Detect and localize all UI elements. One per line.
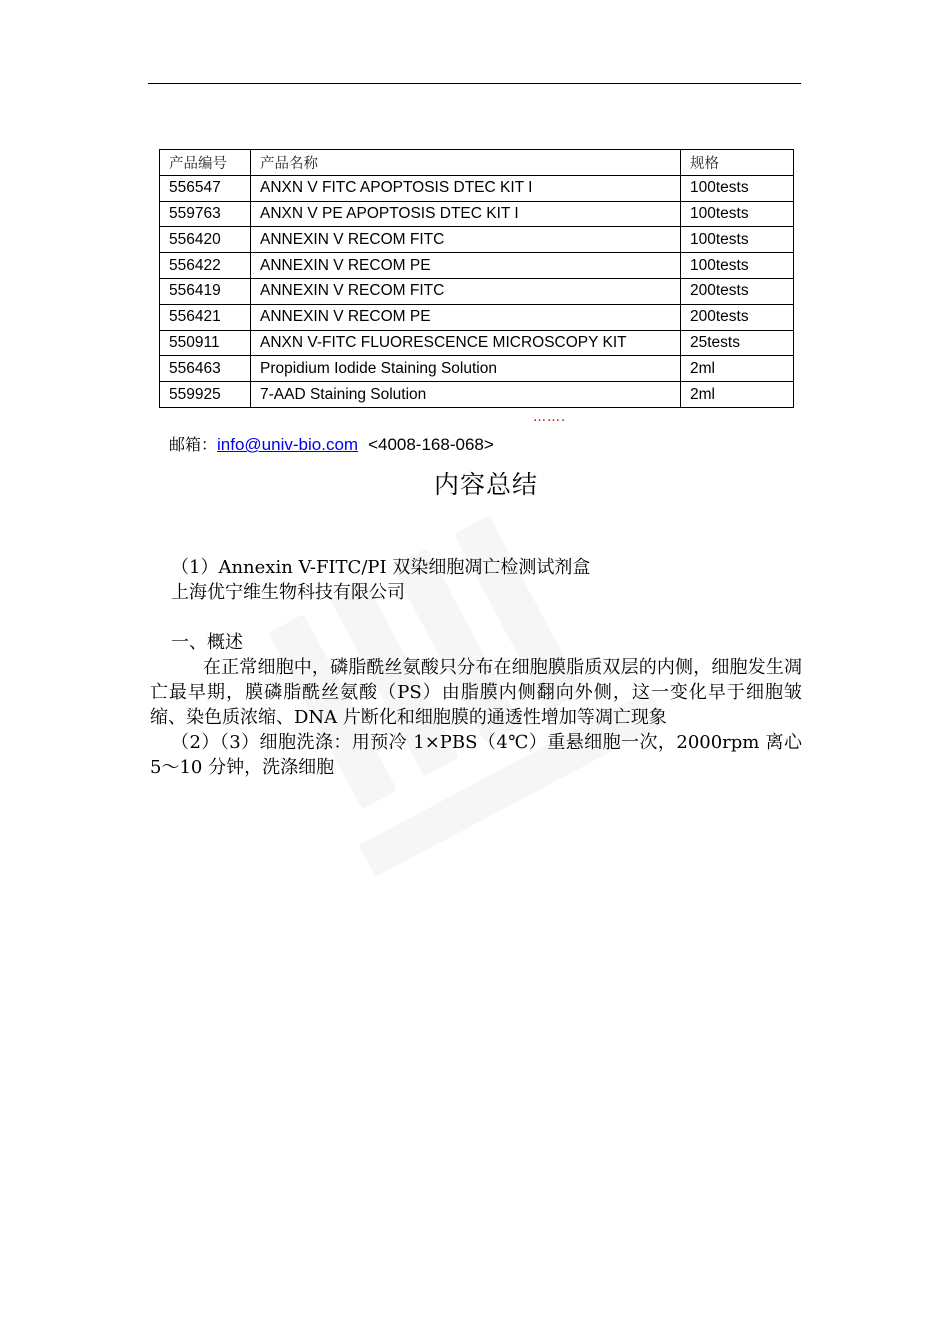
cell-spec: 200tests	[681, 278, 794, 304]
email-label: 邮箱：	[169, 435, 218, 454]
cell-product-id: 556547	[160, 175, 251, 201]
cell-product-name: ANXN V PE APOPTOSIS DTEC KIT I	[251, 201, 681, 227]
cell-product-id: 550911	[160, 330, 251, 356]
cell-product-id: 556419	[160, 278, 251, 304]
cell-spec: 2ml	[681, 382, 794, 408]
company-name: 上海优宁维生物科技有限公司	[171, 582, 405, 603]
cell-product-name: ANNEXIN V RECOM FITC	[251, 227, 681, 253]
washing-step-paragraph: （2）（3）细胞洗涤：用预冷 1×PBS（4℃）重悬细胞一次，2000rpm 离心 5～10 分钟，洗涤细胞	[150, 732, 802, 778]
header-product-id: 产品编号	[160, 150, 251, 176]
header-rule	[148, 83, 801, 84]
cell-product-id: 559763	[160, 201, 251, 227]
table-header-row	[160, 150, 794, 176]
cell-spec: 100tests	[681, 227, 794, 253]
cell-product-name: ANXN V FITC APOPTOSIS DTEC KIT I	[251, 175, 681, 201]
cell-product-id: 556420	[160, 227, 251, 253]
cell-spec: 25tests	[681, 330, 794, 356]
phone-number: <4008-168-068>	[368, 435, 494, 454]
page-title: 内容总结	[434, 470, 539, 499]
cell-spec: 200tests	[681, 304, 794, 330]
cell-product-id: 556463	[160, 356, 251, 382]
paragraph-gap	[150, 605, 802, 630]
cell-spec: 2ml	[681, 356, 794, 382]
cell-product-name: ANXN V-FITC FLUORESCENCE MICROSCOPY KIT	[251, 330, 681, 356]
header-product-name: 产品名称	[251, 150, 681, 176]
table-row	[160, 253, 794, 279]
table-row	[160, 356, 794, 382]
cell-product-name: 7-AAD Staining Solution	[251, 382, 681, 408]
table-row	[160, 382, 794, 408]
contact-line	[169, 432, 494, 455]
continuation-ellipsis: …….	[533, 410, 567, 425]
cell-product-name: ANNEXIN V RECOM FITC	[251, 278, 681, 304]
cell-product-name: Propidium Iodide Staining Solution	[251, 356, 681, 382]
cell-product-id: 556421	[160, 304, 251, 330]
kit-title: （1）Annexin V-FITC/PI 双染细胞凋亡检测试剂盒	[171, 557, 591, 578]
summary-body	[150, 555, 802, 780]
overview-paragraph: 在正常细胞中，磷脂酰丝氨酸只分布在细胞膜脂质双层的内侧，细胞发生凋亡最早期，膜磷脂酰丝氨酸（PS）由脂膜内侧翻向外侧，这一变化早于细胞皱缩、染色质浓缩、DNA 片断化和细胞膜的通透性增加等凋亡现象	[150, 657, 802, 728]
email-link[interactable]: info@univ-bio.com	[217, 435, 359, 454]
cell-product-id: 556422	[160, 253, 251, 279]
table-row	[160, 278, 794, 304]
cell-product-name: ANNEXIN V RECOM PE	[251, 304, 681, 330]
cell-product-name: ANNEXIN V RECOM PE	[251, 253, 681, 279]
cell-spec: 100tests	[681, 175, 794, 201]
table-row	[160, 201, 794, 227]
cell-product-id: 559925	[160, 382, 251, 408]
header-spec: 规格	[681, 150, 794, 176]
product-table	[159, 149, 794, 408]
cell-spec: 100tests	[681, 201, 794, 227]
section-heading: 一、概述	[171, 632, 243, 653]
table-row	[160, 304, 794, 330]
table-row	[160, 227, 794, 253]
table-row	[160, 330, 794, 356]
table-row	[160, 175, 794, 201]
cell-spec: 100tests	[681, 253, 794, 279]
